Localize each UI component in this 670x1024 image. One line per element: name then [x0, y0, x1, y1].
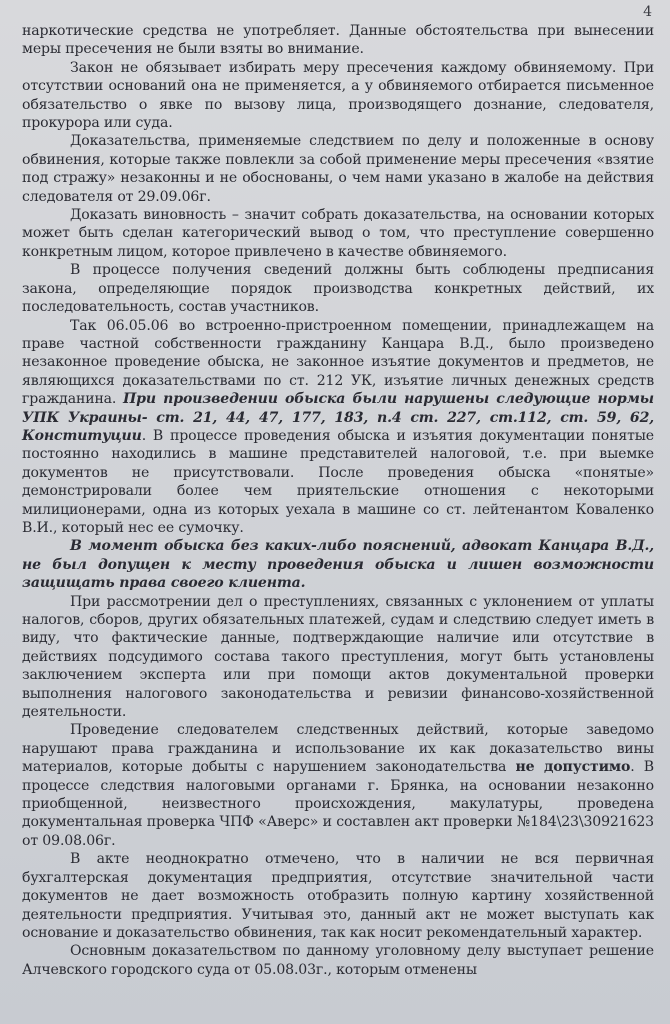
paragraph	[22, 721, 654, 850]
emphasized-text: При произведении обыска были нарушены следующие нормы УПК Украины- ст. 21, 44, 47, 177, 183, п.4 ст. 227, ст.112, ст. 59, 62, Конституции	[22, 391, 654, 444]
paragraph	[22, 850, 654, 942]
text-run: В процессе получения сведений должны быть соблюдены предписания закона, определяющие порядок производства конкретных действий, их последовательность, состав участников.	[22, 262, 654, 316]
page-number: 4	[643, 4, 652, 20]
emphasized-text: не допустимо	[515, 759, 631, 776]
paragraph	[22, 132, 654, 206]
text-run: . В процессе следствия налоговыми органами г. Брянка, на основании незаконно приобщенной, неизвестного происхождения, макулатуры, проведена документальная проверка ЧПФ «Аверс» и составлен акт проверки №184\23\30921623 от 09.08.06г.	[22, 759, 654, 849]
text-run: При рассмотрении дел о преступлениях, связанных с уклонением от уплаты налогов, сборов, других обязательных платежей, судам и следствию следует иметь в виду, что фактические данные, подтверждающие наличие или отсутствие в действиях подсудимого состава такого преступления, могут быть установлены заключением эксперта или при помощи актов документальной проверки выполнения налогового законодательства и ревизии финансово-хозяйственной деятельности.	[22, 593, 654, 721]
paragraph	[22, 537, 654, 592]
paragraph	[22, 317, 654, 538]
paragraph	[22, 593, 654, 722]
document-body	[22, 22, 654, 979]
paragraph	[22, 206, 654, 261]
emphasized-text: В момент обыска без каких-либо пояснений, адвокат Канцара В.Д., не был допущен к месту проведения обыска и лишен возможности защищать права своего клиента.	[22, 538, 654, 592]
text-run: Доказательства, применяемые следствием по делу и положенные в основу обвинения, которые также повлекли за собой применение меры пресечения «взятие под стражу» незаконны и не обоснованы, о чем нами указано в жалобе на действия следователя от 29.09.06г.	[22, 133, 654, 205]
text-run: Проведение следователем следственных действий, которые заведомо нарушают права гражданина и использование их как доказательство вины материалов, которые добыты с нарушением законодательства	[22, 722, 654, 776]
text-run: . В процессе проведения обыска и изъятия документации понятые постоянно находились в машине представителей налоговой, т.е. при выемке документов не присутствовали. После проведения обыска «понятые» демонстрировали более чем приятельские отношения с некоторыми милиционерами, одна из которых уехала в машине со ст. лейтенантом Коваленко В.И., который нес ее сумочку.	[22, 427, 654, 536]
paragraph	[22, 22, 654, 59]
text-run: Закон не обязывает избирать меру пресечения каждому обвиняемому. При отсутствии оснований она не применяется, а у обвиняемого отбирается письменное обязательство о явке по вызову лица, производящего дознание, следователя, прокурора или суда.	[22, 59, 654, 132]
text-run: Доказать виновность – значит собрать доказательства, на основании которых может быть сделан категорический вывод о том, что преступление совершенно конкретным лицом, которое привлечено в качестве обвиняемого.	[22, 207, 654, 260]
text-run: Основным доказательством по данному уголовному делу выступает решение Алчевского городского суда от 05.08.03г., которым отменены	[22, 943, 654, 978]
paragraph	[22, 261, 654, 316]
text-run: Так 06.05.06 во встроенно-пристроенном помещении, принадлежащем на праве частной собственности гражданину Канцара В.Д., было произведено незаконное проведение обыска, не законное изъятие документов и предметов, не являющихся доказательствами по ст. 212 УК, изъятие личных денежных средств гражданина.	[22, 317, 654, 408]
text-run: В акте неоднократно отмечено, что в наличии не вся первичная бухгалтерская документация предприятия, отсутствие значительной части документов не дает возможность отобразить полную картину хозяйственной деятельности предприятия. Учитывая это, данный акт не может выступать как основание и доказательство обвинения, так как носит рекомендательный характер.	[22, 851, 654, 941]
paragraph	[22, 59, 654, 133]
text-run: наркотические средства не употребляет. Данные обстоятельства при вынесении меры пресечения не были взяты во внимание.	[22, 23, 654, 58]
paragraph	[22, 942, 654, 979]
